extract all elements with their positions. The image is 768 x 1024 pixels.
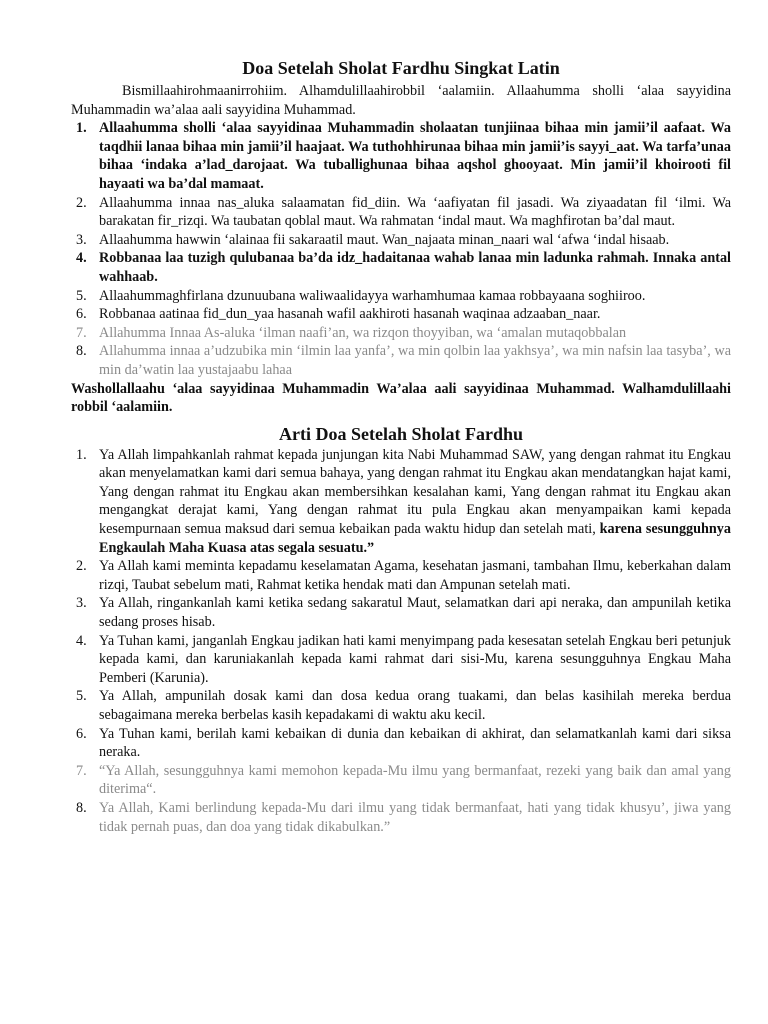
list-item bbox=[71, 305, 731, 324]
item-text: Allaahumma sholli ‘alaa sayyidinaa Muhammadin sholaatan tunjiinaa bihaa min jamii’il aafaat. Wa taqdhii lanaa bihaa min jamii’il haajaat. Wa tuthohhirunaa bihaa min jamii’is sayyi_aat. Wa tarfa’unaa bihaa ‘indaka a’lad_darojaat. Wa tuballighunaa bihaa aqshol ghooyaat. Min jamii’il khoirooti fil hayaati wa ba’dal mamaat. bbox=[99, 120, 731, 192]
list-item bbox=[71, 799, 731, 836]
item-text: Ya Allah, ringankanlah kami ketika sedang sakaratul Maut, selamatkan dari api neraka, dan ampunilah ketika sedang proses hisab. bbox=[99, 595, 731, 631]
list-item bbox=[71, 194, 731, 231]
item-text: Robbanaa laa tuzigh qulubanaa ba’da idz_hadaitanaa wahab lanaa min ladunka rahmah. Innaka antal wahhaab. bbox=[99, 250, 731, 285]
intro-paragraph: Bismillaahirohmaanirrohiim. Alhamdulillaahirobbil ‘aalamiin. Allaahumma sholli ‘alaa sayyidina Muhammadin wa’alaa aali sayyidina Muhammad. bbox=[71, 83, 731, 118]
list-item bbox=[71, 687, 731, 724]
item-text: Ya Tuhan kami, berilah kami kebaikan di dunia dan kebaikan di akhirat, dan selamatkanlah kami dari siksa neraka. bbox=[99, 725, 731, 761]
list-item bbox=[71, 557, 731, 594]
item-number: 5. bbox=[76, 287, 87, 304]
item-number: 4. bbox=[76, 250, 87, 267]
item-number: 6. bbox=[76, 725, 87, 742]
list-item bbox=[71, 287, 731, 306]
arti-list bbox=[71, 446, 731, 836]
closing-paragraph: Washollallaahu ‘alaa sayyidinaa Muhammadin Wa’alaa aali sayyidinaa Muhammad. Walhamdulillaahi robbil ‘aalamiin. bbox=[71, 380, 731, 416]
page-title: Doa Setelah Sholat Fardhu Singkat Latin bbox=[242, 58, 560, 78]
item-text: Robbanaa aatinaa fid_dun_yaa hasanah wafil aakhiroti hasanah waqinaa adzaaban_naar. bbox=[99, 306, 601, 323]
item-number: 2. bbox=[76, 194, 87, 211]
list-item bbox=[71, 231, 731, 250]
item-number: 3. bbox=[76, 595, 87, 612]
item-text: “Ya Allah, sesungguhnya kami memohon kepada-Mu ilmu yang bermanfaat, rezeki yang baik dan amal yang diterima“. bbox=[99, 762, 731, 798]
item-text: Allaahummaghfirlana dzunuubana waliwaalidayya warhamhumaa kamaa robbayaana soghiiroo. bbox=[99, 287, 646, 304]
item-text: Allaahumma hawwin ‘alainaa fii sakaraatil maut. Wan_najaata minan_naari wal ‘afwa ‘indal hisaab. bbox=[99, 231, 670, 248]
item-text: Allahumma innaa a’udzubika min ‘ilmin laa yanfa’, wa min qolbin laa yakhsya’, wa min nafsin laa tasyba’, wa min da’watin laa yustajaabu lahaa bbox=[99, 343, 731, 378]
item-text: Ya Tuhan kami, janganlah Engkau jadikan hati kami menyimpang pada kesesatan setelah Engkau beri petunjuk kepada kami, dan karuniakanlah kepada kami rahmat dari sisi-Mu, karena sesungguhnya Engkau Maha Pemberi (Karunia). bbox=[99, 632, 731, 686]
item-text: Ya Allah kami meminta kepadamu keselamatan Agama, kesehatan jasmani, tambahan Ilmu, keberkahan dalam rizqi, Taubat sebelum mati, Rahmat ketika hendak mati dan Ampunan setelah mati. bbox=[99, 558, 731, 593]
item-number: 1. bbox=[76, 120, 87, 137]
item-text-bold: karena sesungguhnya Engkaulah Maha Kuasa atas segala sesuatu.” bbox=[99, 521, 731, 556]
item-text: Ya Allah, ampunilah dosak kami dan dosa kedua orang tuakami, dan belas kasihilah mereka berdua sebagaimana mereka berbelas kasih kepadakami di waktu aku kecil. bbox=[99, 688, 731, 723]
list-item bbox=[71, 762, 731, 799]
item-text: Ya Allah, Kami berlindung kepada-Mu dari ilmu yang tidak bermanfaat, hati yang tidak khusyu’, jiwa yang tidak pernah puas, dan doa yang tidak dikabulkan.” bbox=[99, 799, 731, 835]
item-number: 5. bbox=[76, 688, 87, 705]
item-number: 3. bbox=[76, 231, 87, 248]
doa-list bbox=[71, 119, 731, 379]
list-item bbox=[71, 725, 731, 762]
item-number: 8. bbox=[76, 799, 87, 816]
list-item bbox=[71, 324, 731, 343]
item-number: 2. bbox=[76, 558, 87, 575]
item-number: 7. bbox=[76, 324, 87, 341]
list-item bbox=[71, 249, 731, 286]
item-text: Ya Allah limpahkanlah rahmat kepada junjungan kita Nabi Muhammad SAW, yang dengan rahmat itu Engkau akan menyelamatkan kami dari semua bahaya, yang dengan rahmat itu Engkau akan mendatangkan hajat kami, Yang dengan rahmat itu Engkau akan membersihkan kesalahan kami, Yang dengan rahmat itu Engkau akan mengangkat derajat kami, Yang dengan rahmat itu pula Engkau akan menyampaikan kami kepada kesempurnaan semua maksud dari semua kebaikan pada waktu hidup dan setelah mati, bbox=[99, 446, 731, 538]
item-text: Allaahumma innaa nas_aluka salaamatan fid_diin. Wa ‘aafiyatan fil jasadi. Wa ziyaadatan fil ‘ilmi. Wa barakatan fir_rizqi. Wa taubatan qoblal maut. Wa rahmatan ‘indal maut. Wa maghfirotan ba’dal maut. bbox=[99, 194, 731, 230]
list-item bbox=[71, 594, 731, 631]
item-number: 6. bbox=[76, 306, 87, 323]
list-item bbox=[71, 342, 731, 379]
item-number: 7. bbox=[76, 762, 87, 779]
item-number: 8. bbox=[76, 343, 87, 360]
list-item bbox=[71, 446, 731, 558]
section-title: Arti Doa Setelah Sholat Fardhu bbox=[278, 423, 523, 444]
item-number: 1. bbox=[76, 446, 87, 463]
list-item bbox=[71, 119, 731, 193]
item-number: 4. bbox=[76, 632, 87, 649]
item-text: Allahumma Innaa As-aluka ‘ilman naafi’an, wa rizqon thoyyiban, wa ‘amalan mutaqobbalan bbox=[99, 324, 627, 341]
list-item bbox=[71, 632, 731, 688]
